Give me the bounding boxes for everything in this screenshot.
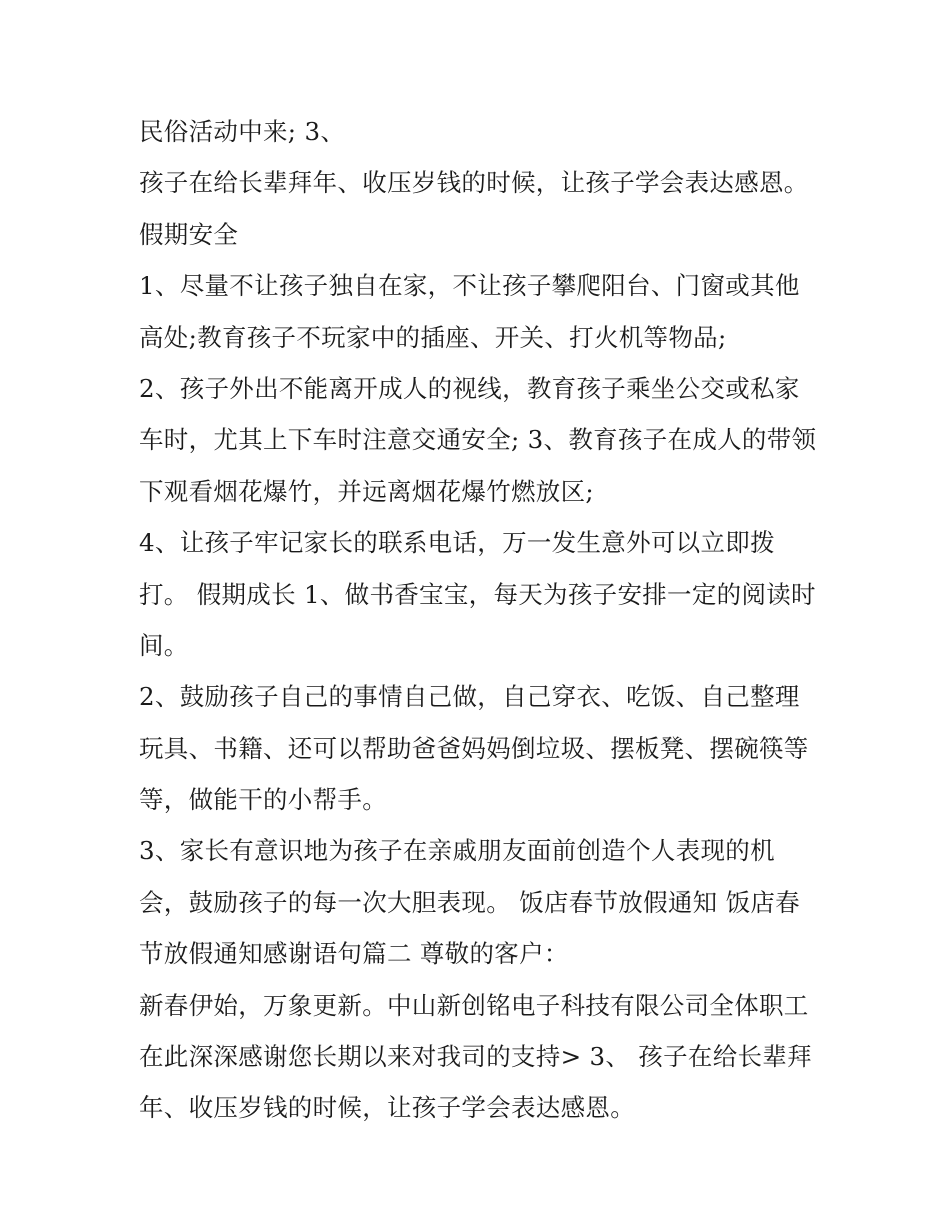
document-body	[139, 106, 829, 1134]
text-line: 等，做能干的小帮手。	[139, 785, 387, 815]
text-line: 下观看烟花爆竹，并远离烟花爆竹燃放区;	[139, 476, 594, 506]
text-line: 3、家长有意识地为孩子在亲戚朋友面前创造个人表现的机	[139, 836, 775, 866]
text-line: 孩子在给长辈拜年、收压岁钱的时候，让孩子学会表达感恩。	[139, 168, 809, 198]
text-line: 2、鼓励孩子自己的事情自己做，自己穿衣、吃饭、自己整理	[139, 682, 800, 712]
text-line: 节放假通知感谢语句篇二 尊敬的客户：	[139, 939, 569, 969]
text-line: 在此深深感谢您长期以来对我司的支持> 3、 孩子在给长辈拜	[139, 1042, 812, 1072]
text-line: 玩具、书籍、还可以帮助爸爸妈妈倒垃圾、摆板凳、摆碗筷等	[139, 733, 809, 763]
section-heading: 假期安全	[139, 219, 239, 249]
text-line: 会，鼓励孩子的每一次大胆表现。 饭店春节放假通知 饭店春	[139, 887, 800, 917]
text-line: 车时，尤其上下车时注意交通安全; 3、教育孩子在成人的带领	[139, 425, 817, 455]
text-line: 高处;教育孩子不玩家中的插座、开关、打火机等物品;	[139, 322, 727, 352]
text-line: 间。	[139, 630, 189, 660]
text-line: 2、孩子外出不能离开成人的视线，教育孩子乘坐公交或私家	[139, 373, 800, 403]
text-line: 新春伊始，万象更新。中山新创铭电子科技有限公司全体职工	[139, 990, 809, 1020]
text-line: 年、收压岁钱的时候，让孩子学会表达感恩。	[139, 1093, 635, 1123]
text-line: 4、让孩子牢记家长的联系电话，万一发生意外可以立即拨	[139, 528, 775, 558]
text-line: 民俗活动中来; 3、	[139, 117, 346, 146]
text-line: 1、尽量不让孩子独自在家，不让孩子攀爬阳台、门窗或其他	[139, 271, 800, 301]
text-line: 打。 假期成长 1、做书香宝宝，每天为孩子安排一定的阅读时	[139, 579, 816, 609]
